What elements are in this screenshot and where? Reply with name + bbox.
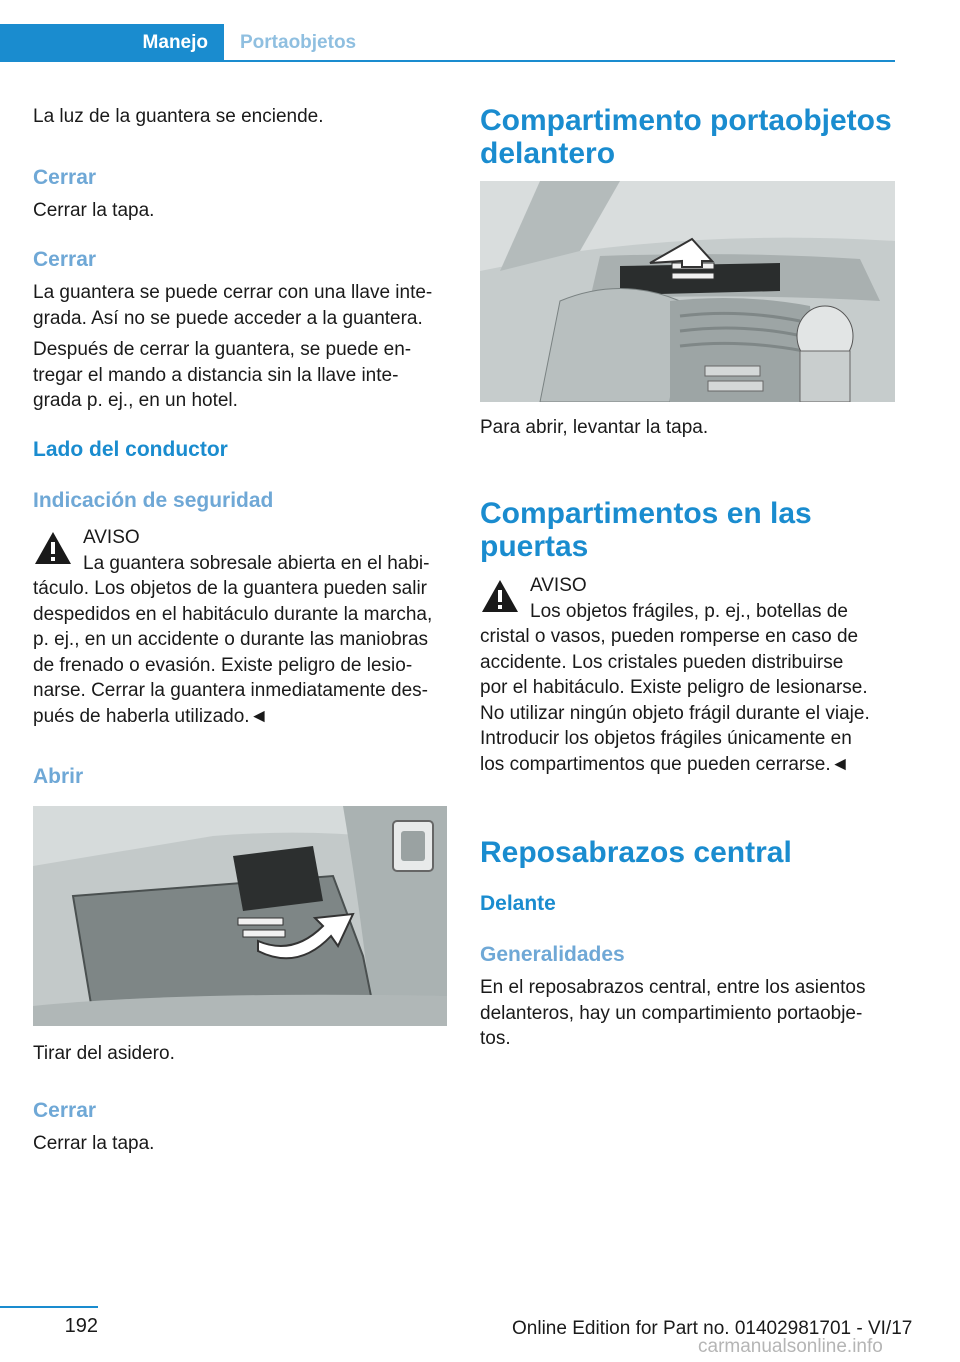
heading-reposabrazos: Reposabrazos central <box>480 836 792 869</box>
heading-cerrar-1: Cerrar <box>33 166 97 189</box>
text-line: grada. Así no se puede acceder a la guantera. <box>33 307 423 329</box>
paragraph-cerrar-3: Cerrar la tapa. <box>33 1133 155 1154</box>
text-line: Después de cerrar la guantera, se puede en- <box>33 339 412 360</box>
text-line: delanteros, hay un compartimiento portaobje- <box>480 1002 863 1024</box>
paragraph-generalidades <box>480 975 896 1052</box>
warning-title: AVISO <box>83 527 140 548</box>
heading-line: Compartimentos en las <box>480 497 812 530</box>
text-line: En el reposabrazos central, entre los asientos <box>480 977 866 998</box>
text-line: táculo. Los objetos de la guantera pueden salir <box>33 578 427 599</box>
text-line: pués de haberla utilizado.◄ <box>33 705 269 727</box>
heading-compartimentos-puertas <box>480 497 812 563</box>
heading-indicacion-seguridad: Indicación de seguridad <box>33 489 274 512</box>
text-line: tos. <box>480 1028 511 1049</box>
text-line: despedidos en el habitáculo durante la marcha, <box>33 603 433 625</box>
header-divider <box>0 60 895 62</box>
warning-block-guantera <box>33 525 447 729</box>
figure-front-compartment <box>480 181 895 402</box>
text-line: por el habitáculo. Existe peligro de lesionarse. <box>480 677 868 698</box>
heading-abrir: Abrir <box>33 765 84 788</box>
text-line: los compartimentos que pueden cerrarse.◄ <box>480 753 850 775</box>
text-line: No utilizar ningún objeto frágil durante el viaje. <box>480 702 870 724</box>
text-line: cristal o vasos, pueden romperse en caso de <box>480 626 859 647</box>
footer-divider <box>0 1306 98 1308</box>
text-line: La guantera sobresale abierta en el habi- <box>83 552 430 574</box>
text-line: grada p. ej., en un hotel. <box>33 390 238 411</box>
figure-glovebox-handle <box>33 806 447 1026</box>
paragraph-cerrar-1: Cerrar la tapa. <box>33 200 155 221</box>
paragraph-despues <box>33 337 447 414</box>
edition-text: Online Edition for Part no. 01402981701 - VI/17 <box>512 1318 913 1339</box>
warning-block-fragiles <box>480 573 896 777</box>
heading-cerrar-2: Cerrar <box>33 248 97 271</box>
text-line: p. ej., en un accidente o durante las maniobras <box>33 629 429 650</box>
heading-cerrar-3: Cerrar <box>33 1099 97 1122</box>
heading-delante: Delante <box>480 892 556 915</box>
text-line: narse. Cerrar la guantera inmediatamente des- <box>33 680 428 701</box>
heading-generalidades: Generalidades <box>480 943 625 966</box>
page-header <box>0 0 960 62</box>
paragraph-cerrar-2 <box>33 280 447 331</box>
page-number: 192 <box>64 1315 98 1337</box>
text-line: La guantera se puede cerrar con una llave inte- <box>33 282 433 303</box>
text-line: de frenado o evasión. Existe peligro de lesio- <box>33 654 413 676</box>
heading-line: delantero <box>480 137 616 170</box>
heading-line: Compartimento portaobjetos <box>480 104 892 137</box>
warning-title: AVISO <box>530 575 587 596</box>
caption-abrir: Tirar del asidero. <box>33 1043 175 1064</box>
watermark-text[interactable]: carmanualsonline.info <box>698 1336 883 1357</box>
heading-line: puertas <box>480 530 589 563</box>
text-line: Los objetos frágiles, p. ej., botellas de <box>530 600 848 622</box>
tab-manejo[interactable]: Manejo <box>0 24 224 62</box>
text-line: accidente. Los cristales pueden distribuirse <box>480 651 844 673</box>
tab-portaobjetos[interactable]: Portaobjetos <box>240 32 357 53</box>
text-line: tregar el mando a distancia sin la llave inte- <box>33 364 399 386</box>
text-line: Introducir los objetos frágiles únicamente en <box>480 728 852 749</box>
paragraph-light: La luz de la guantera se enciende. <box>33 106 324 127</box>
heading-compartimento-delantero <box>480 104 892 170</box>
caption-compartimento: Para abrir, levantar la tapa. <box>480 417 709 438</box>
heading-lado-conductor: Lado del conductor <box>33 438 228 461</box>
